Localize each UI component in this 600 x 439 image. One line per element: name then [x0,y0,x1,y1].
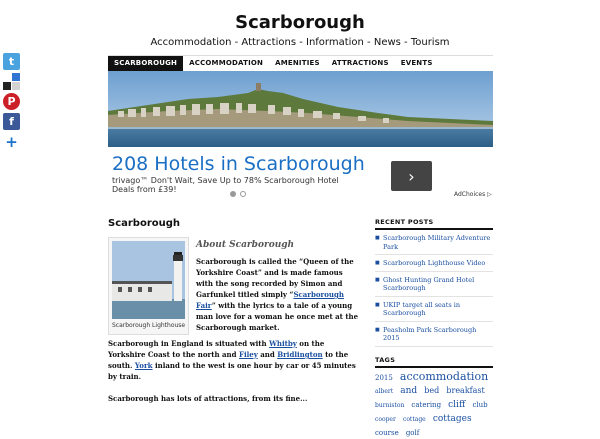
tag-link[interactable]: cottage [402,415,426,423]
filey-link[interactable]: Filey [238,350,258,359]
nav-item-scarborough[interactable]: SCARBOROUGH [108,56,183,71]
article-body [196,256,360,343]
post-title: Scarborough [108,218,181,229]
site-description: Accommodation - Attractions - Information - News - Tourism [150,37,450,48]
tags-title: TAGS [375,356,493,368]
tag-link[interactable]: course [375,428,399,437]
recent-posts-list [375,230,493,347]
tag-link[interactable]: catering [411,400,442,409]
share-bar [3,53,20,153]
share-icon[interactable]: + [3,133,20,150]
nav-item-events[interactable]: EVENTS [400,59,433,67]
tag-link[interactable]: club [472,400,488,409]
recent-post-link[interactable]: ■ UKIP target all seats in Scarborough [375,297,493,322]
pinterest-icon[interactable]: P [3,93,20,110]
main-nav [108,55,493,71]
ad-dot[interactable] [230,191,236,197]
bridlington-link[interactable]: Bridlington [277,350,323,359]
tag-link[interactable]: albert [375,387,394,395]
nav-item-amenities[interactable]: AMENITIES [275,59,320,67]
recent-posts-title: RECENT POSTS [375,218,493,230]
nav-item-accommodation[interactable]: ACCOMMODATION [189,59,264,67]
facebook-icon[interactable]: f [3,113,20,130]
site-title[interactable]: Scarborough [235,12,365,33]
tag-link[interactable]: accommodation [399,369,489,383]
york-link[interactable]: York [134,361,153,370]
tag-link[interactable]: golf [405,428,420,437]
whitby-link[interactable]: Whitby [269,339,297,348]
ad-text[interactable]: trivago™ Don't Wait, Save Up to 78% Scarborough Hotel Deals from £39! [112,176,339,194]
tag-link[interactable]: cottages [432,413,472,424]
article-paragraph: Scarborough is called the “Queen of the Yorkshire Coast” and is made famous with the song recorded by Simon and Garfunkel titled simply “Scarborough Fair” with the lyrics to a tale of a young man love for a woman he once met at the Scarborough market. [196,257,359,332]
tag-link[interactable]: 2015 [375,373,393,382]
header-banner-image [108,71,493,147]
lighthouse-image[interactable] [112,241,185,319]
tag-link[interactable]: bed [424,385,440,395]
ad-headline[interactable]: 208 Hotels in Scarborough [112,153,365,175]
tag-cloud [375,368,493,438]
figure-caption: Scarborough Lighthouse [112,322,186,329]
scarborough-fair-link[interactable]: Scarborough Fair [196,290,344,310]
article-body-2: Scarborough in England is situated with Whitby on the Yorkshire Coast to the north and Filey and Bridlington to the south. York inland to the west is one hour by car or 45 minutes by train. [108,339,356,381]
sidebar [375,218,493,438]
recent-post-link[interactable]: ■ Peasholm Park Scarborough 2015 [375,322,493,347]
delicious-icon[interactable] [3,73,20,90]
tag-link[interactable]: burniston [375,401,405,409]
tag-link[interactable]: breakfast [446,385,485,395]
nav-item-attractions[interactable]: ATTRACTIONS [331,59,389,67]
recent-post-link[interactable]: ■ Ghost Hunting Grand Hotel Scarborough [375,272,493,297]
ad-pager [230,191,246,197]
ad-next-button[interactable]: › [391,161,432,191]
recent-post-link[interactable]: ■ Scarborough Military Adventure Park [375,230,493,255]
adchoices-link[interactable]: AdChoices ▷ [454,191,492,198]
tag-link[interactable]: cooper [375,415,396,423]
tag-link[interactable]: cliff [448,399,466,410]
recent-post-link[interactable]: ■ Scarborough Lighthouse Video [375,255,493,272]
lighthouse-figure [108,237,189,335]
article-paragraph-3: Scarborough has lots of attractions, from its fine... [108,394,308,403]
twitter-icon[interactable]: t [3,53,20,70]
about-heading: About Scarborough [196,240,295,250]
ad-dot[interactable] [240,191,246,197]
tag-link[interactable]: and [400,385,418,396]
